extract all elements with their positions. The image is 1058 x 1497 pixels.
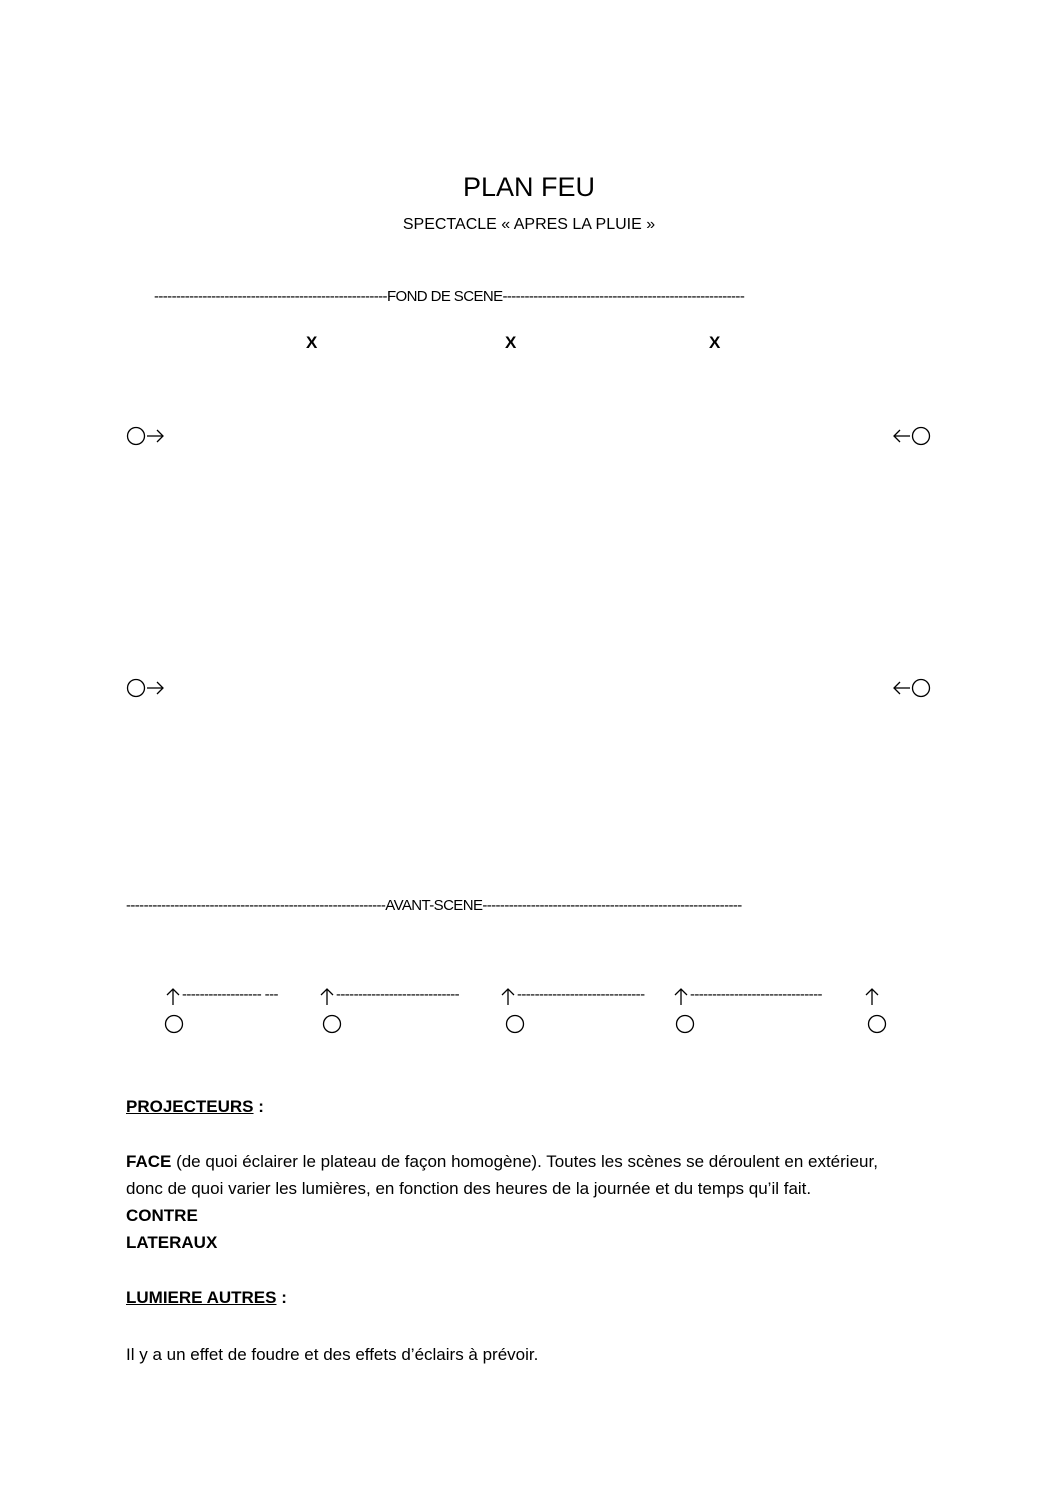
contre-label: CONTRE: [126, 1206, 198, 1225]
circle-arrow-right-icon: [126, 677, 166, 699]
heading-colon: :: [253, 1097, 264, 1116]
face-text-continued: donc de quoi varier les lumières, en fonction des heures de la journée et du temps qu’il fait.: [126, 1179, 812, 1198]
circle-arrow-right-icon: [126, 425, 166, 447]
projector-circle-icon: [322, 1014, 342, 1034]
heading-colon: :: [276, 1288, 287, 1307]
page-title: PLAN FEU: [462, 172, 596, 202]
lumiere-autres-heading: LUMIERE AUTRES: [126, 1288, 277, 1307]
front-connector: ------------------ ---: [182, 986, 278, 1003]
back-mark: X: [306, 333, 318, 352]
front-connector: ----------------------------: [336, 986, 460, 1003]
projector-circle-icon: [675, 1014, 695, 1034]
up-arrow-icon: [672, 986, 690, 1006]
projector-circle-icon: [867, 1014, 887, 1034]
projector-circle-icon: [505, 1014, 525, 1034]
front-connector: ------------------------------: [690, 986, 822, 1003]
up-arrow-icon: [164, 986, 182, 1006]
face-label: FACE: [126, 1152, 172, 1171]
lumiere-autres-heading-line: [126, 1288, 287, 1308]
face-text: (de quoi éclairer le plateau de façon homogène). Toutes les scènes se déroulent en extérieur,: [171, 1152, 878, 1171]
page-subtitle: SPECTACLE « APRES LA PLUIE »: [402, 216, 656, 233]
front-connector: -----------------------------: [517, 986, 645, 1003]
up-arrow-icon: [499, 986, 517, 1006]
up-arrow-icon: [318, 986, 336, 1006]
arrow-left-circle-icon: [892, 677, 932, 699]
avant-scene-line: -----------------------------------------------------------AVANT-SCENE-----------------------------------------------------------: [126, 897, 742, 914]
lumiere-autres-text: Il y a un effet de foudre et des effets d’éclairs à prévoir.: [126, 1345, 539, 1364]
back-mark: X: [709, 333, 721, 352]
arrow-left-circle-icon: [892, 425, 932, 447]
face-line: [126, 1152, 878, 1172]
lateraux-label: LATERAUX: [126, 1233, 218, 1252]
fond-de-scene-line: -----------------------------------------------------FOND DE SCENE-------------------------------------------------------: [154, 288, 745, 305]
projector-circle-icon: [164, 1014, 184, 1034]
projecteurs-heading-line: [126, 1097, 264, 1117]
up-arrow-icon: [863, 986, 881, 1006]
projecteurs-heading: PROJECTEURS: [126, 1097, 254, 1116]
back-mark: X: [505, 333, 517, 352]
